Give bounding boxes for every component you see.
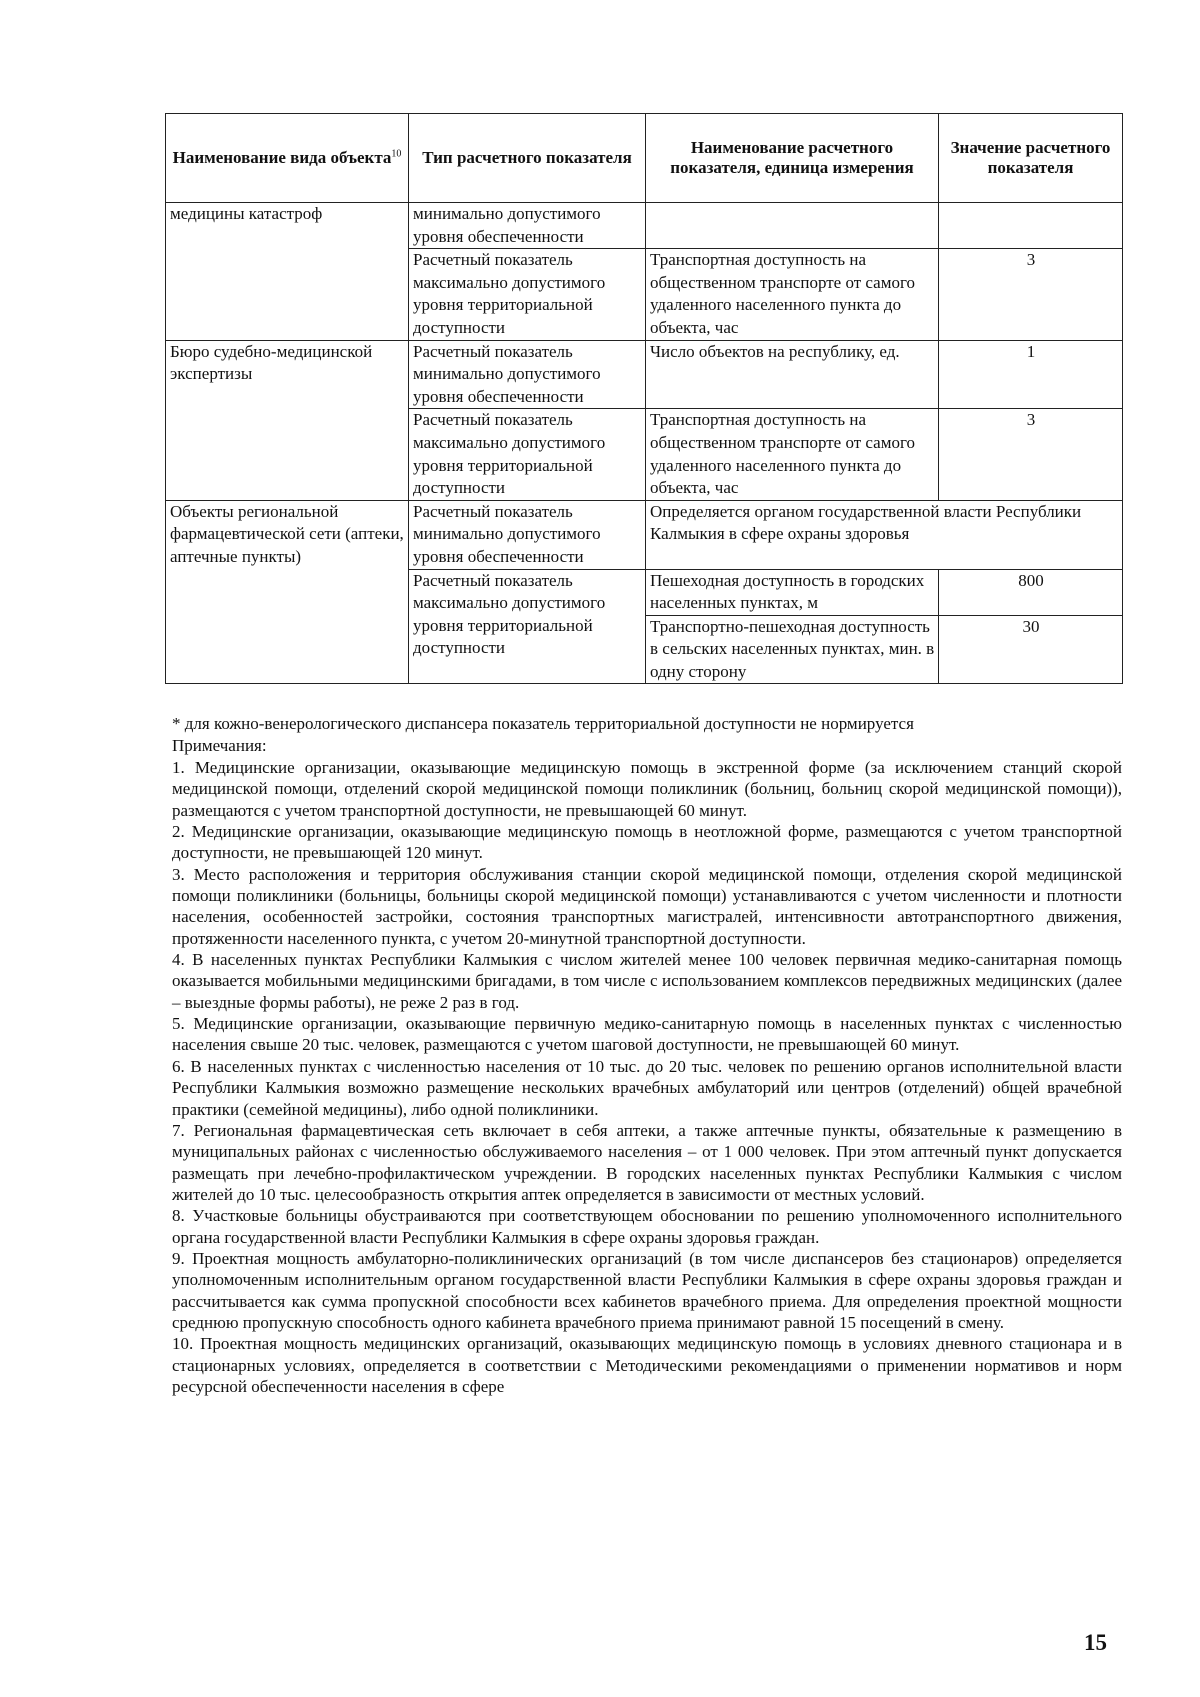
- notes-heading: Примечания:: [172, 736, 267, 755]
- table-footnote: * для кожно-венерологического диспансера показатель территориальной доступности не нормируется: [172, 714, 914, 733]
- note-item: 10. Проектная мощность медицинских организаций, оказывающих медицинскую помощь в условиях дневного стационара и в стационарных условиях, определяется в соответствии с Методическими рекомендациями о применении нормативов и норм ресурсной обеспеченности населения в сфере: [172, 1334, 1122, 1396]
- cell-indicator-name: Транспортно-пешеходная доступность в сельских населенных пунктах, мин. в одну сторону: [646, 615, 939, 684]
- note-item: 2. Медицинские организации, оказывающие медицинскую помощь в неотложной форме, размещаются с учетом транспортной доступности, не превышающей 120 минут.: [172, 822, 1122, 863]
- note-item: 1. Медицинские организации, оказывающие медицинскую помощь в экстренной форме (за исключением станций скорой медицинской помощи, отделений скорой медицинской помощи поликлиник (больниц, больниц скорой медицинской помощи)), размещаются с учетом транспортной доступности, не превышающей 60 минут.: [172, 758, 1122, 820]
- note-item: 5. Медицинские организации, оказывающие первичную медико-санитарную помощь в населенных пунктах с численностью населения свыше 20 тыс. человек, размещаются с учетом шаговой доступности, не превышающей 60 минут.: [172, 1014, 1122, 1055]
- cell-indicator-type: Расчетный показатель минимально допустимого уровня обеспеченности: [409, 500, 646, 569]
- header-object-type: Наименование вида объекта$^{10}$: [166, 114, 409, 203]
- note-item: 7. Региональная фармацевтическая сеть включает в себя аптеки, а также аптечные пункты, обязательные к размещению в муниципальных районах с численностью обслуживаемого населения – от 1 000 человек. При этом аптечный пункт допускается размещать при лечебно-профилактическом учреждении. В городских населенных пунктах Республики Калмыкия с числом жителей до 10 тыс. целесообразность открытия аптек определяется в зависимости от местных условий.: [172, 1120, 1122, 1204]
- page-number: 15: [1084, 1630, 1107, 1655]
- cell-indicator-type: минимально допустимого уровня обеспеченности: [409, 203, 646, 249]
- header-indicator-type: Тип расчетного показателя: [409, 114, 646, 203]
- note-item: 9. Проектная мощность амбулаторно-поликлинических организаций (в том числе диспансеров без стационаров) определяется уполномоченным исполнительным органом государственной власти Республики Калмыкия в сфере охраны здоровья граждан и рассчитывается как сумма пропускной способности всех кабинетов врачебного приема. Для определения проектной мощности среднюю пропускную способность одного кабинета врачебного приема принимают равной 15 посещений в смену.: [172, 1248, 1122, 1332]
- cell-object-type: медицины катастроф: [166, 203, 409, 341]
- cell-indicator-name: Число объектов на республику, ед.: [646, 340, 939, 409]
- table-header-row: [166, 114, 1123, 203]
- cell-indicator-name: [646, 203, 939, 249]
- cell-indicator-name-merged: Определяется органом государственной власти Республики Калмыкия в сфере охраны здоровья: [646, 500, 1123, 569]
- header-footnote-ref: 10: [391, 148, 402, 160]
- cell-object-type: Бюро судебно-медицинской экспертизы: [166, 340, 409, 500]
- cell-indicator-value: 3: [939, 409, 1123, 500]
- cell-indicator-value: 1: [939, 340, 1123, 409]
- header-indicator-value: Значение расчетного показателя: [939, 114, 1123, 203]
- cell-indicator-name: Транспортная доступность на общественном транспорте от самого удаленного населенного пункта до объекта, час: [646, 249, 939, 340]
- cell-indicator-value: 30: [939, 615, 1123, 684]
- note-item: 4. В населенных пунктах Республики Калмыкия с числом жителей менее 100 человек первичная медико-санитарная помощь оказывается мобильными медицинскими бригадами, в том числе с использованием комплексов передвижных медицинских (далее – выездные формы работы), не реже 2 раз в год.: [172, 950, 1122, 1012]
- note-item: 8. Участковые больницы обустраиваются при соответствующем обосновании по решению уполномоченного исполнительного органа государственной власти Республики Калмыкия в сфере охраны здоровья граждан.: [172, 1206, 1122, 1247]
- cell-indicator-value: [939, 203, 1123, 249]
- indicators-table: [165, 113, 1123, 684]
- cell-indicator-value: 800: [939, 569, 1123, 615]
- table-row: [166, 500, 1123, 569]
- table-row: [166, 203, 1123, 249]
- cell-indicator-type: Расчетный показатель минимально допустимого уровня обеспеченности: [409, 340, 646, 409]
- cell-object-type: Объекты региональной фармацевтической сети (аптеки, аптечные пункты): [166, 500, 409, 684]
- cell-indicator-type: Расчетный показатель максимально допустимого уровня территориальной доступности: [409, 249, 646, 340]
- cell-indicator-name: Пешеходная доступность в городских населенных пунктах, м: [646, 569, 939, 615]
- cell-indicator-value: 3: [939, 249, 1123, 340]
- cell-indicator-name: Транспортная доступность на общественном транспорте от самого удаленного населенного пункта до объекта, час: [646, 409, 939, 500]
- cell-indicator-type: Расчетный показатель максимально допустимого уровня территориальной доступности: [409, 409, 646, 500]
- cell-indicator-type: Расчетный показатель максимально допустимого уровня территориальной доступности: [409, 569, 646, 684]
- header-indicator-name: Наименование расчетного показателя, единица измерения: [646, 114, 939, 203]
- table-row: [166, 340, 1123, 409]
- notes-list: [172, 757, 1122, 1397]
- note-item: 6. В населенных пунктах с численностью населения от 10 тыс. до 20 тыс. человек по решению органов исполнительной власти Республики Калмыкия возможно размещение нескольких врачебных амбулаторий или центров (отделений) общей врачебной практики (семейной медицины), либо одной поликлиники.: [172, 1056, 1122, 1119]
- note-item: 3. Место расположения и территория обслуживания станции скорой медицинской помощи, отделения скорой медицинской помощи поликлиники (больницы, больницы скорой медицинской помощи) устанавливаются с учетом численности и плотности населения, особенностей застройки, состояния транспортных магистралей, интенсивности автотранспортного движения, протяженности населенного пункта, с учетом 20-минутной транспортной доступности.: [172, 864, 1122, 948]
